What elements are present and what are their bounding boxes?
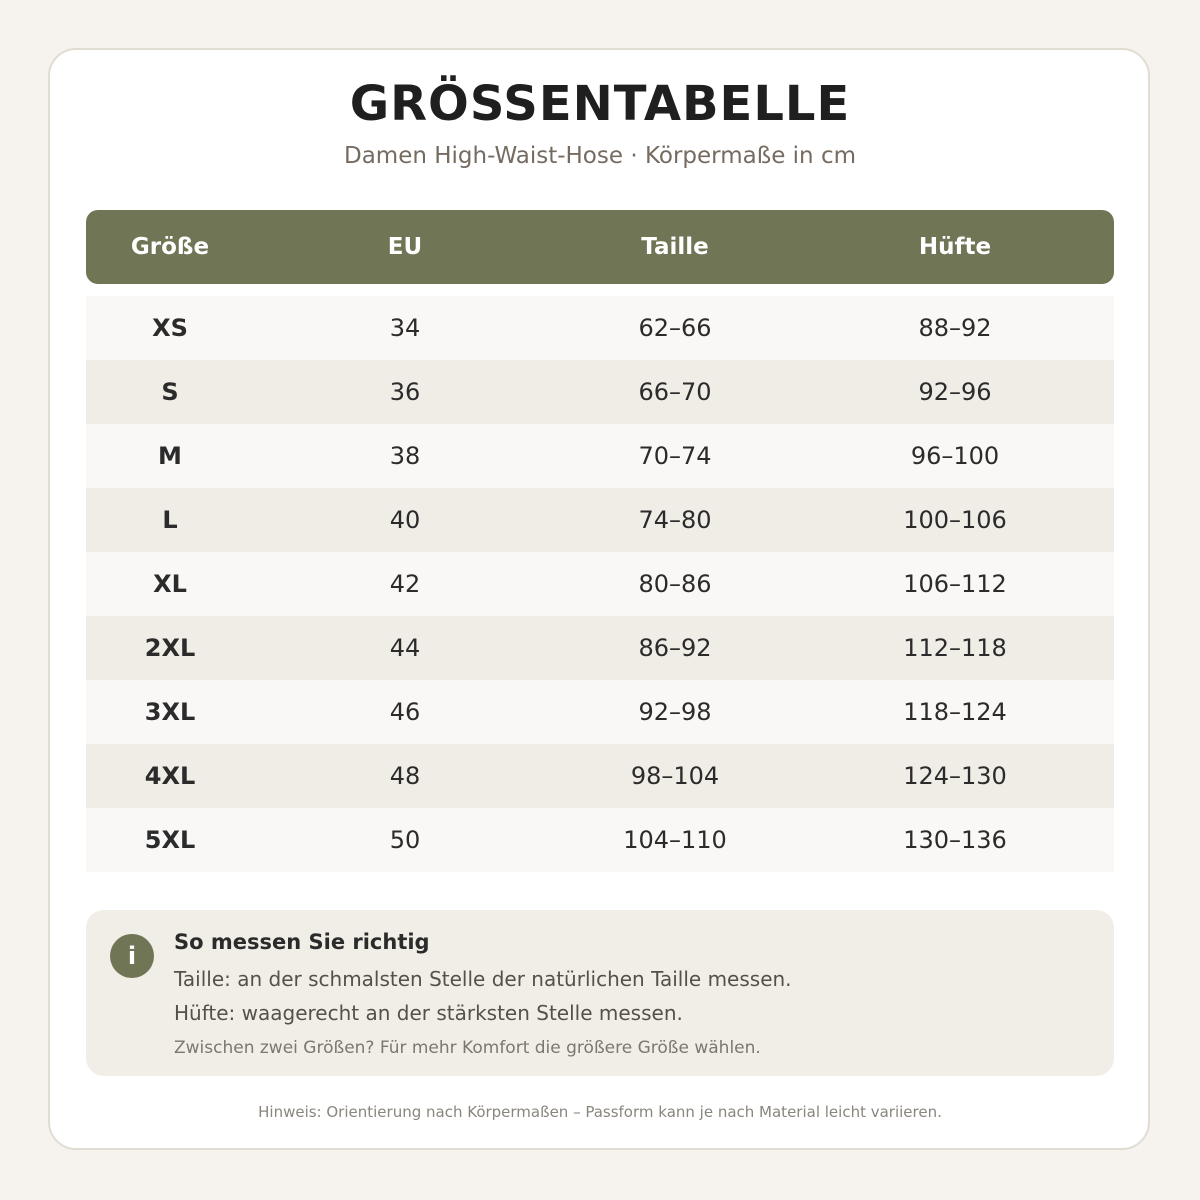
cell-size: 3XL — [144, 698, 196, 726]
cell-size: 2XL — [144, 634, 196, 662]
cell-hip: 118–124 — [903, 698, 1007, 726]
cell-eu: 40 — [389, 506, 421, 534]
cell-size: L — [162, 506, 178, 534]
info-title: So messen Sie richtig — [174, 930, 430, 954]
cell-size: M — [158, 442, 182, 470]
table-row — [86, 552, 1114, 616]
cell-waist: 62–66 — [638, 314, 712, 342]
info-tip: Zwischen zwei Größen? Für mehr Komfort die größere Größe wählen. — [174, 1038, 761, 1058]
table-row — [86, 424, 1114, 488]
cell-waist: 74–80 — [638, 506, 712, 534]
cell-size: XS — [152, 314, 188, 342]
cell-eu: 50 — [389, 826, 421, 854]
column-header-eu: EU — [387, 234, 423, 260]
cell-waist: 66–70 — [638, 378, 712, 406]
cell-size: S — [161, 378, 179, 406]
table-header — [86, 210, 1114, 284]
footnote: Hinweis: Orientierung nach Körpermaßen – Passform kann je nach Material leicht variieren. — [258, 1103, 942, 1121]
table-row — [86, 616, 1114, 680]
cell-eu: 46 — [389, 698, 421, 726]
measuring-info-box — [86, 910, 1114, 1076]
column-header-waist: Taille — [641, 234, 709, 260]
cell-waist: 80–86 — [638, 570, 712, 598]
column-header-size: Größe — [130, 234, 210, 260]
cell-size: 5XL — [144, 826, 196, 854]
cell-hip: 130–136 — [903, 826, 1007, 854]
info-icon: i — [110, 934, 154, 978]
table-row — [86, 296, 1114, 360]
table-body — [86, 296, 1114, 872]
cell-hip: 106–112 — [903, 570, 1007, 598]
table-row — [86, 808, 1114, 872]
column-header-hip: Hüfte — [918, 234, 992, 260]
info-line-waist: Taille: an der schmalsten Stelle der natürlichen Taille messen. — [174, 967, 792, 991]
cell-size: XL — [153, 570, 187, 598]
cell-waist: 98–104 — [630, 762, 720, 790]
table-row — [86, 360, 1114, 424]
page-title: GRÖSSENTABELLE — [349, 76, 851, 132]
cell-hip: 88–92 — [918, 314, 992, 342]
cell-hip: 100–106 — [903, 506, 1007, 534]
cell-hip: 112–118 — [903, 634, 1007, 662]
cell-eu: 34 — [389, 314, 421, 342]
cell-waist: 92–98 — [638, 698, 712, 726]
cell-eu: 48 — [389, 762, 421, 790]
cell-eu: 38 — [389, 442, 421, 470]
cell-eu: 44 — [389, 634, 421, 662]
cell-hip: 124–130 — [903, 762, 1007, 790]
cell-hip: 96–100 — [910, 442, 1000, 470]
table-row — [86, 488, 1114, 552]
info-line-hip: Hüfte: waagerecht an der stärksten Stelle messen. — [174, 1001, 683, 1025]
cell-eu: 36 — [389, 378, 421, 406]
cell-hip: 92–96 — [918, 378, 992, 406]
cell-eu: 42 — [389, 570, 421, 598]
cell-size: 4XL — [144, 762, 196, 790]
cell-waist: 104–110 — [623, 826, 727, 854]
page-subtitle: Damen High-Waist-Hose · Körpermaße in cm — [343, 143, 856, 169]
cell-waist: 70–74 — [638, 442, 712, 470]
table-row — [86, 680, 1114, 744]
cell-waist: 86–92 — [638, 634, 712, 662]
table-row — [86, 744, 1114, 808]
